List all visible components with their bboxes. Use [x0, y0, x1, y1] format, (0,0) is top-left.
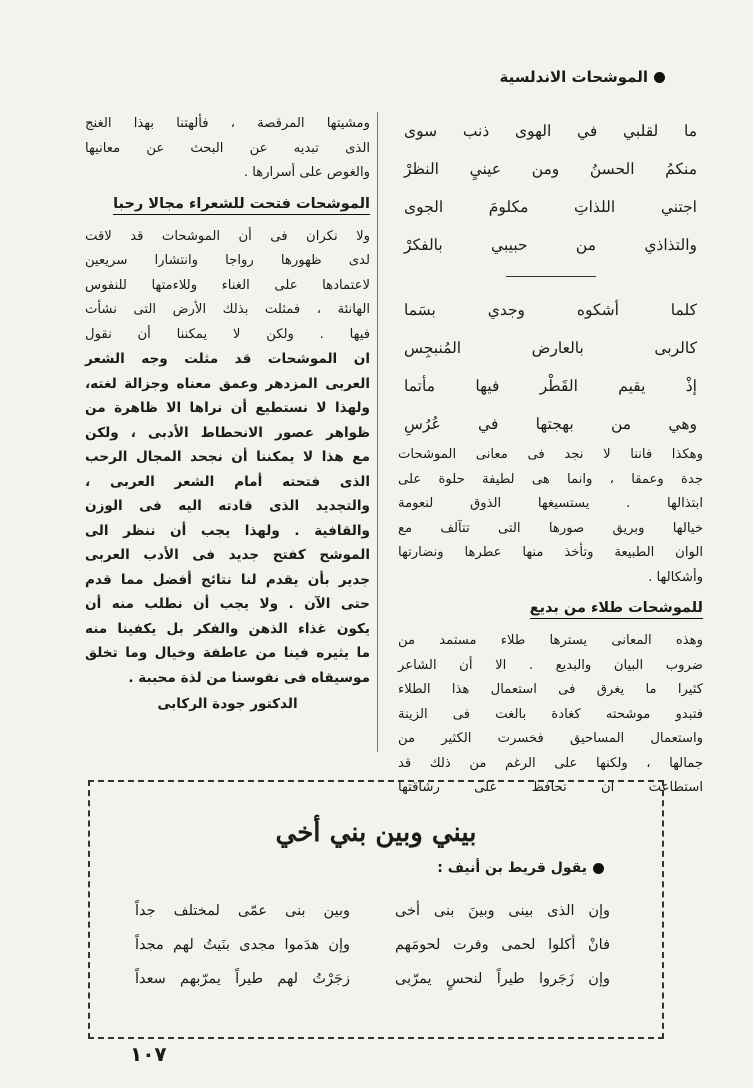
- poem-line: والتذاذي من حبيبي بالفكرْ: [404, 236, 697, 254]
- poem-line: ما لقلبي في الهوى ذنب سوى: [404, 122, 697, 140]
- text-line: والقافية . ولهذا يجب أن ننظر الى: [85, 522, 370, 539]
- left-column: [85, 112, 370, 712]
- text-line: جمالها ، ولكنها على الرغم من ذلك قد: [398, 755, 703, 771]
- poem-line: إذْ يقيم القَطْر فيها مأتما: [404, 377, 697, 395]
- bold-paragraph: [85, 347, 370, 690]
- text-line: ان الموشحات قد مثلت وجه الشعر: [85, 351, 370, 367]
- verse-first-hemistich: فانْ أكلوا لحمى وفرت لحومَهم: [395, 937, 610, 953]
- text-line: لاعتمادها على الغناء وللاءمتها للنفوس: [85, 277, 370, 293]
- running-head: [500, 68, 665, 86]
- text-line: جدة وعمقا ، وانما هى لطيفة حلوة على: [398, 471, 703, 487]
- text-line: ولا نكران فى أن الموشحات قد لاقت: [85, 228, 370, 244]
- verse: [135, 928, 610, 962]
- poem-line: كلما أشكوه وجدي بسَما: [404, 301, 697, 319]
- verse-list: [135, 894, 610, 996]
- text-line: العربى المزدهر وعمق معناه وجزالة لغته،: [85, 375, 370, 392]
- verse: [135, 962, 610, 996]
- text-line: والغوص على أسرارها .: [243, 165, 370, 180]
- page-number: ١٠٧: [130, 1042, 167, 1066]
- text-line: وأشكالها .: [648, 569, 703, 585]
- text-line: ولهذا لا نستطيع أن نراها الا ظاهرة من: [85, 400, 370, 416]
- section-heading: الموشحات فتحت للشعراء مجالا رحبا: [113, 196, 370, 215]
- bullet-icon: [654, 72, 665, 83]
- text-line: ومشيتها المرقصة ، فألهتنا بهذا الغنج: [85, 116, 370, 131]
- text-line: لدى ظهورها رواجا وانتشارا سريعين: [85, 253, 370, 268]
- text-line: موسيقاه فى نفوسنا من لذة محببة .: [128, 669, 370, 686]
- verse-second-hemistich: وإن هدَموا مجدى بنَيتُ لهم مجداً: [135, 937, 350, 953]
- poem-stanza-2: [398, 291, 703, 443]
- paragraph: [85, 225, 370, 348]
- text-line: يكون غذاء الذهن والفكر بل يكفينا منه: [85, 620, 370, 637]
- running-head-text: الموشحات الاندلسية: [499, 68, 648, 86]
- stanza-separator: [506, 276, 596, 277]
- text-line: خيالها وبريق صورها التى تتآلف مع: [398, 520, 703, 536]
- poem-line: اجتني اللذاتِ مكلومَ الجوى: [404, 198, 697, 216]
- right-column: [398, 112, 703, 801]
- text-line: فيها . ولكن لا يمكننا أن نقول: [85, 326, 370, 342]
- column-divider: [377, 112, 378, 752]
- poem-intro-text: يقول قريط بن أنيف :: [437, 860, 587, 876]
- verse-second-hemistich: زجَرْتُ لهم طيراً يمرّبهم سعداً: [135, 971, 350, 987]
- verse-first-hemistich: وإن الذى بينى وبينَ بنى أخى: [395, 903, 610, 919]
- verse: [135, 894, 610, 928]
- paragraph: [398, 629, 703, 801]
- text-line: استطاعت ان تحافظ على رشاقتها: [398, 780, 703, 795]
- author-signature: الدكتور جودة الركابى: [157, 696, 298, 712]
- section-heading: للموشحات طلاء من بديع: [530, 600, 703, 619]
- bullet-icon: [593, 863, 604, 874]
- poem-stanza-1: [398, 112, 703, 264]
- text-line: الذى تبديه عن البحث عن معانيها: [85, 140, 370, 156]
- poem-line: وهي من بهجتها في عُرُسِ: [404, 415, 697, 433]
- text-line: ما يثيره فينا من عاطفة وخيال وما تخلق: [85, 645, 370, 661]
- verse-first-hemistich: وإن زَجَروا طيراً لنحسٍ يمرّبى: [395, 971, 610, 987]
- poem-line: منكمُ الحسنُ ومن عينيِ النظرْ: [404, 160, 697, 178]
- text-line: جدير بأن يقدم لنا نتائج أفضل مما قدم: [85, 571, 370, 588]
- text-line: فتبدو موشحته كغادة بالغت فى الزينة: [398, 706, 703, 722]
- poem-title: بيني وبين بني أخي: [275, 818, 477, 848]
- poem-box: [88, 780, 664, 1039]
- poem-intro: [437, 860, 604, 876]
- text-line: الوان الطبيعة وتأخذ منها عطرها ونضارتها: [398, 545, 703, 560]
- text-line: ظواهر عصور الانحطاط الأدبى ، ولكن: [85, 424, 370, 441]
- verse-second-hemistich: وبين بنى عمّى لمختلف جداً: [135, 903, 350, 919]
- text-line: كثيرا ما يغرق فى استعمال هذا الطلاء: [398, 682, 703, 697]
- text-line: الهانئة ، فمثلت بذلك الأرض التى نشأت: [85, 302, 370, 317]
- text-line: الذى فتحته أمام الشعر العربى ،: [85, 473, 370, 490]
- text-line: وهذه المعانى يسترها طلاء مستمد من: [398, 633, 703, 648]
- paragraph: [398, 443, 703, 590]
- paragraph: [85, 112, 370, 186]
- text-line: وهكذا فاننا لا نجد فى معانى الموشحات: [398, 447, 703, 462]
- poem-line: كالربى بالعارض المُنبجِس: [404, 339, 697, 357]
- text-line: واستعمال المساحيق فخسرت الكثير من: [398, 731, 703, 746]
- text-line: ابتذالها . يستسيغها الذوق لنعومة: [398, 496, 703, 511]
- text-line: حتى الآن . ولا يجب أن نطلب منه أن: [85, 596, 370, 612]
- text-line: مع هذا لا يمكننا أن نجحد المجال الرحب: [85, 449, 370, 465]
- text-line: ضروب البيان والبديع . الا أن الشاعر: [398, 657, 703, 673]
- text-line: والتجديد الذى قادته اليه فى الوزن: [85, 498, 370, 514]
- text-line: الموشح كفتح جديد فى الأدب العربى: [85, 547, 370, 563]
